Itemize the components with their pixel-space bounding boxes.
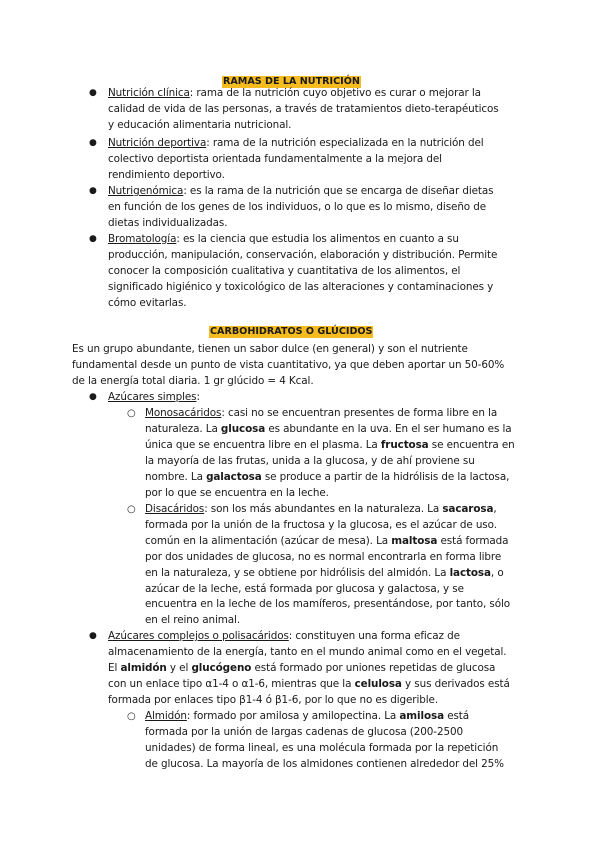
term-celulosa: celulosa (354, 677, 402, 690)
list-item-complejos: Azúcares complejos o polisacáridos: constituyen una forma eficaz de almacenamiento de la energía, tanto en el mundo animal como en el vegetal. El almidón y el glucógeno está formado por uniones repetidas de glucosa con un enlace tipo α1-4 o α1-6, mientras que la celulosa y sus derivados está formada por enlaces tipo β1-4 ó β1-6, por lo que no es digerible. (108, 630, 510, 706)
term-almidon: almidón (120, 661, 167, 674)
term-galactosa: galactosa (206, 470, 262, 483)
term-fructosa: fructosa (380, 438, 429, 451)
term-glucosa: glucosa (220, 422, 266, 435)
bullet: ● (89, 234, 97, 244)
term-almidon-sub: Almidón (145, 710, 187, 722)
list-item-monosacaridos: Monosacáridos: casi no se encuentran presentes de forma libre en la naturaleza. La glucosa es abundante en la uva. En el ser humano es la única que se encuentra libre en el plasma. La fructosa se encuentra en la mayoría de las frutas, unida a la glucosa, y de ahí proviene su nombre. La galactosa se produce a partir de la hidrólisis de la lactosa, por lo que se encuentra en la leche. (145, 407, 515, 499)
list-item: Nutrigenómica: es la rama de la nutrición que se encarga de diseñar dietas en función de los genes de los individuos, o lo que es lo mismo, diseño de dietas individualizadas. (108, 185, 494, 229)
list-item: Nutrición clínica: rama de la nutrición cuyo objetivo es curar o mejorar la calidad de vida de las personas, a través de tratamientos dieto-terapéuticos y educación alimentaria nutricional. (108, 87, 499, 131)
term-maltosa: maltosa (391, 534, 438, 547)
term-sacarosa: sacarosa (442, 503, 494, 515)
bullet: ● (89, 392, 97, 402)
term-nutricion-deportiva: Nutrición deportiva (108, 137, 207, 149)
list-item: Bromatología: es la ciencia que estudia los alimentos en cuanto a su producción, manipulación, conservación, elaboración y distribución. Permite conocer la composición cualitativa y cuantitativa de los alimentos, el significado higiénico y toxicológico de las alteraciones y contaminaciones y cómo evitarlas. (108, 233, 498, 309)
term-azucares-simples: Azúcares simples (108, 391, 197, 403)
list-item-almidon: Almidón: formado por amilosa y amilopectina. La amilosa está formada por la unión de largas cadenas de glucosa (200-2500 unidades) de forma lineal, es una molécula formada por la repetición de glucosa. La mayoría de los almidones contienen alrededor del 25% (145, 710, 504, 770)
bullet: ● (89, 631, 97, 641)
sub-bullet: ○ (127, 711, 136, 722)
term-disacaridos: Disacáridos (145, 503, 205, 515)
term-bromatologia: Bromatología (108, 233, 177, 245)
term-lactosa: lactosa (449, 566, 491, 579)
list-item-simples: Azúcares simples: (108, 391, 200, 403)
bullet: ● (89, 88, 97, 98)
sub-bullet: ○ (127, 408, 136, 419)
term-azucares-complejos: Azúcares complejos o polisacáridos (108, 630, 289, 642)
sub-bullet: ○ (127, 504, 136, 515)
intro-paragraph: Es un grupo abundante, tienen un sabor dulce (en general) y son el nutriente fundamental desde un punto de vista cuantitativo, ya que deben aportar un 50-60% de la energía total diaria. 1 gr glúcido = 4 Kcal. (72, 343, 505, 387)
section-heading-ramas: RAMAS DE LA NUTRICIÓN (223, 76, 360, 87)
term-nutrigenomica: Nutrigenómica (108, 185, 184, 197)
term-glucogeno: glucógeno (191, 661, 252, 674)
term-nutricion-clinica: Nutrición clínica (108, 87, 190, 99)
section-heading-carbohidratos: CARBOHIDRATOS O GLÚCIDOS (210, 326, 373, 337)
list-item-disacaridos: Disacáridos: son los más abundantes en la naturaleza. La sacarosa, formada por la unión de la fructosa y la glucosa, es el azúcar de uso. común en la alimentación (azúcar de mesa). La maltosa está formada por dos unidades de glucosa, no es normal encontrarla en forma libre en la naturaleza, y se obtiene por hidrólisis del almidón. La lactosa, o azúcar de la leche, está formada por glucosa y galactosa, y se encuentra en la leche de los mamíferos, presentándose, por tanto, sólo en el reino animal. (145, 503, 511, 627)
term-amilosa: amilosa (399, 710, 444, 722)
list-item: Nutrición deportiva: rama de la nutrición especializada en la nutrición del colectivo deportista orientada fundamentalmente a la mejora del rendimiento deportivo. (108, 137, 484, 181)
bullet: ● (89, 138, 97, 148)
term-monosacaridos: Monosacáridos (145, 407, 222, 419)
bullet: ● (89, 186, 97, 196)
